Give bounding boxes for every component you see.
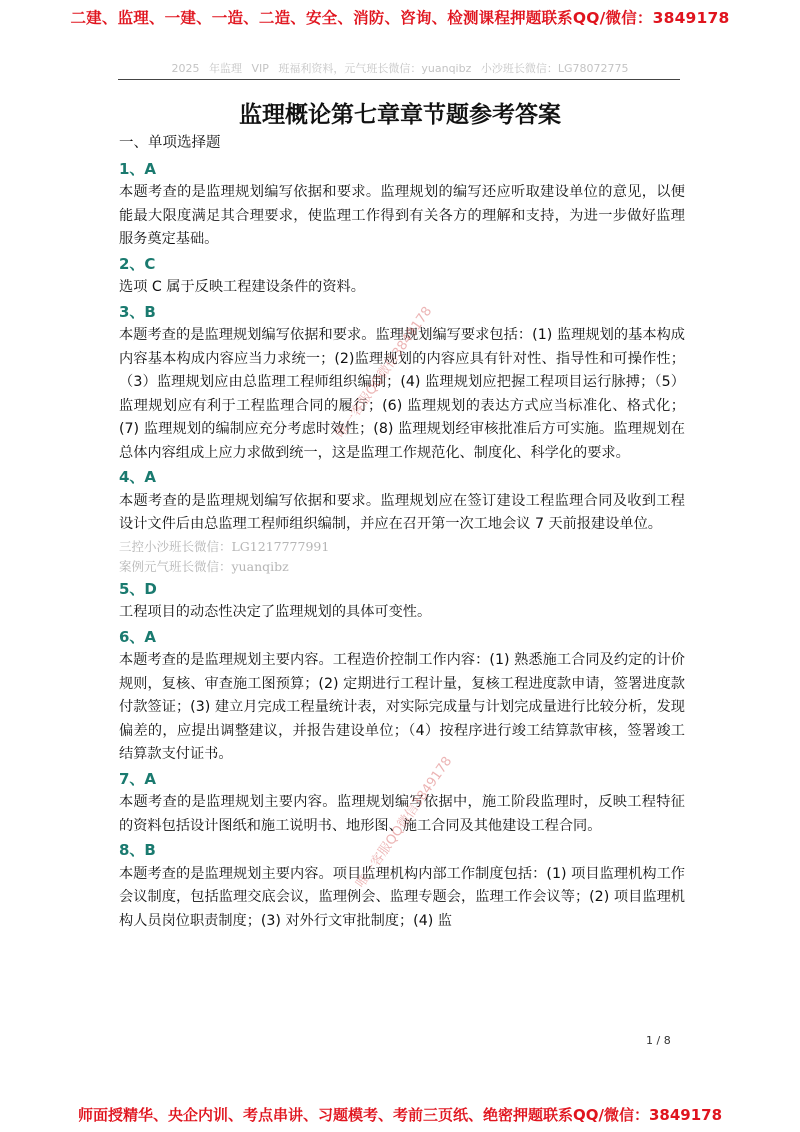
answer-label: 1、A xyxy=(119,159,157,178)
page-title: 监理概论第七章章节题参考答案 xyxy=(239,102,561,128)
answer-explanation: 本题考查的是监理规划主要内容。工程造价控制工作内容：(1) 熟悉施工合同及约定的计价规则，复核、审查施工图预算；(2) 定期进行工程计量，复核工程进度款申请，签署进度款付款签证；(3) 建立月完成工程量统计表，对实际完成量与计划完成量进行比较分析，发现偏差的，应提出调整建议，并报告建设单位；（4）按程序进行竣工结算款审核，签署竣工结算款支付证书。 xyxy=(119,652,685,762)
diagonal-watermark: 唯一客服QQ微信3849178 xyxy=(333,304,436,441)
answer-item xyxy=(119,578,685,625)
answer-explanation: 选项 C 属于反映工程建设条件的资料。 xyxy=(119,279,365,295)
top-banner: 二建、监理、一建、一造、二造、安全、消防、咨询、检测课程押题联系QQ/微信：3849178 xyxy=(70,9,730,27)
section-heading: 一、单项选择题 xyxy=(119,135,221,151)
diagonal-watermark: 唯一客服QQ微信3849178 xyxy=(353,754,456,891)
inline-watermark-note: 三控小沙班长微信：LG1217777991 xyxy=(119,538,330,554)
answer-item xyxy=(119,253,685,300)
answer-label: 8、B xyxy=(119,841,156,859)
header-note: 2025 年监理 VIP 班福利资料，元气班长微信：yuanqibz 小沙班长微信：LG78072775 xyxy=(171,62,629,75)
bottom-banner: 师面授精华、央企内训、考点串讲、习题模考、考前三页纸、绝密押题联系QQ/微信：3849178 xyxy=(77,1106,723,1124)
answer-item xyxy=(119,626,685,767)
answer-item xyxy=(119,839,685,933)
answer-label: 2、C xyxy=(119,254,156,273)
answer-label: 3、B xyxy=(119,302,156,321)
inline-watermark-note: 案例元气班长微信：yuanqibz xyxy=(119,558,289,574)
answer-label: 7、A xyxy=(119,769,157,788)
answer-explanation: 本题考查的是监理规划主要内容。项目监理机构内部工作制度包括：(1) 项目监理机构工作会议制度，包括监理交底会议，监理例会、监理专题会，监理工作会议等；(2) 项目监理机构人员岗位职责制度；(3) 对外行文审批制度；(4) 监 xyxy=(119,865,685,929)
answer-item xyxy=(119,466,685,537)
header-divider xyxy=(118,79,680,80)
answer-explanation: 本题考查的是监理规划编写依据和要求。监理规划编写要求包括：(1) 监理规划的基本构成内容基本构成内容应当力求统一；(2)监理规划的内容应具有针对性、指导性和可操作性；（3）监理规划应由总监理工程师组织编制；(4) 监理规划应把握工程项目运行脉搏；（5）监理规划应有利于工程监理合同的履行；(6) 监理规划的表达方式应当标准化、格式化；(7) 监理规划的编制应充分考虑时效性；(8) 监理规划经审核批准后方可实施。监理规划在总体内容组成上应力求做到统一，这是监理工作规范化、制度化、科学化的要求。 xyxy=(119,327,685,461)
page-number: 1 / 8 xyxy=(646,1034,671,1047)
answer-explanation: 工程项目的动态性决定了监理规划的具体可变性。 xyxy=(119,604,432,620)
answer-explanation: 本题考查的是监理规划主要内容。监理规划编写依据中，施工阶段监理时，反映工程特征的资料包括设计图纸和施工说明书、地形图、施工合同及其他建设工程合同。 xyxy=(119,794,685,834)
answer-item xyxy=(119,158,685,252)
answer-label: 5、D xyxy=(119,579,157,598)
answer-explanation: 本题考查的是监理规划编写依据和要求。监理规划的编写还应听取建设单位的意见，以便能最大限度满足其合理要求，使监理工作得到有关各方的理解和支持，为进一步做好监理服务奠定基础。 xyxy=(119,184,685,247)
answer-label: 4、A xyxy=(119,468,157,486)
answer-label: 6、A xyxy=(119,627,157,646)
answer-explanation: 本题考查的是监理规划编写依据和要求。监理规划应在签订建设工程监理合同及收到工程设计文件后由总监理工程师组织编制，并应在召开第一次工地会议 7 天前报建设单位。 xyxy=(119,492,685,532)
